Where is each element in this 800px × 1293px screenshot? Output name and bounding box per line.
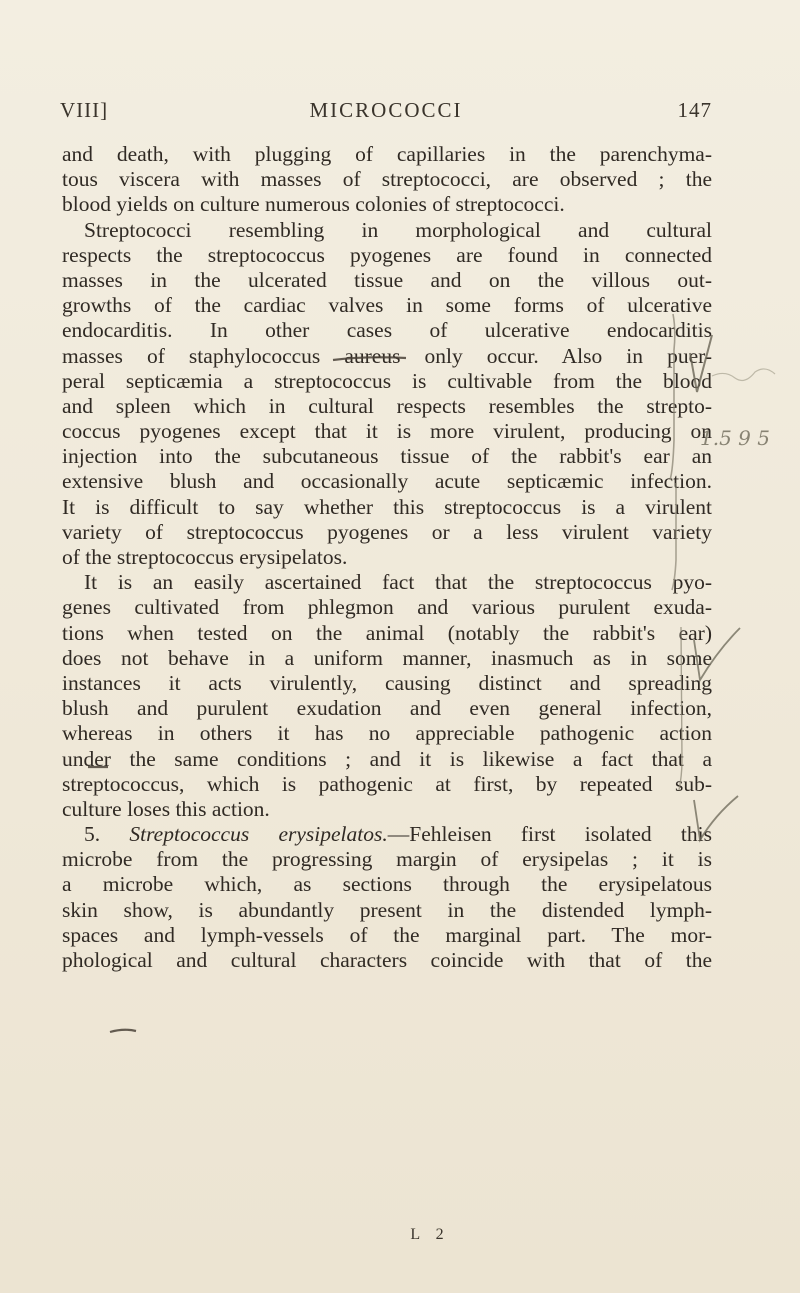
section-number: 5. — [84, 822, 101, 847]
text-line: a microbe which, as sections through the erysipelatous — [62, 872, 712, 897]
text-line: It is difficult to say whether this streptococcus is a virulent — [62, 494, 712, 519]
text-line: masses in the ulcerated tissue and on the villous out- — [62, 267, 712, 292]
text-line: injection into the subcutaneous tissue of the rabbit's ear an — [62, 444, 712, 469]
paragraph-2 — [62, 218, 712, 571]
text-line: microbe from the progressing margin of erysipelas ; it is — [62, 847, 712, 872]
text-line: skin show, is abundantly present in the distended lymph- — [62, 897, 712, 922]
text-line: blush and purulent exudation and even general infection, — [62, 696, 712, 721]
text-line: Streptococci resembling in morphological and cultural — [84, 217, 712, 242]
paragraph-1 — [62, 142, 712, 218]
signature-mark: L 2 — [410, 1226, 450, 1243]
text-line: and spleen which in cultural respects resembles the strepto- — [62, 393, 712, 418]
paragraph-section-5 — [62, 822, 712, 973]
text-line: genes cultivated from phlegmon and various purulent exuda- — [62, 595, 712, 620]
text-line: endocarditis. In other cases of ulcerative endocarditis — [62, 318, 712, 343]
text-line: streptococcus, which is pathogenic at first, by repeated sub- — [62, 771, 712, 796]
text-line: does not behave in a uniform manner, inasmuch as in some — [62, 645, 712, 670]
text-line: under the same conditions ; and it is likewise a fact that a — [62, 746, 712, 771]
text-line: respects the streptococcus pyogenes are found in connected — [62, 242, 712, 267]
text-line: extensive blush and occasionally acute septicæmic infection. — [62, 469, 712, 494]
text-line: tions when tested on the animal (notably the rabbit's ear) — [62, 620, 712, 645]
chapter-title: MICROCOCCI — [309, 98, 463, 122]
text-line: masses of staphylococcus aureus only occur. Also in puer- — [62, 343, 712, 368]
text-line: blood yields on culture numerous colonies of streptococci. — [62, 192, 565, 217]
text-line: culture loses this action. — [62, 796, 270, 821]
body-text — [62, 142, 712, 973]
running-head — [60, 98, 712, 124]
text-line: It is an easily ascertained fact that the streptococcus pyo- — [84, 570, 712, 595]
page-number: 147 — [677, 98, 712, 122]
pencil-underline — [110, 1030, 136, 1032]
text-line: variety of streptococcus pyogenes or a less virulent variety — [62, 519, 712, 544]
paragraph-3 — [62, 570, 712, 822]
text-line: growths of the cardiac valves in some forms of ulcerative — [62, 293, 712, 318]
text-line: whereas in others it has no appreciable pathogenic action — [62, 721, 712, 746]
text-line: tous viscera with masses of streptococci, are observed ; the — [62, 167, 712, 192]
text-line: of the streptococcus erysipelatos. — [62, 545, 348, 569]
text-line: and death, with plugging of capillaries in the parenchyma- — [62, 142, 712, 166]
text-line: —Fehleisen first isolated this — [387, 822, 712, 847]
text-line: phological and cultural characters coincide with that of the — [62, 948, 712, 972]
text-line: instances it acts virulently, causing distinct and spreading — [62, 670, 712, 695]
text-line: spaces and lymph-vessels of the marginal part. The mor- — [62, 922, 712, 947]
text-line: coccus pyogenes except that it is more virulent, producing on — [62, 419, 712, 444]
text-line: peral septicæmia a streptococcus is cultivable from the blood — [62, 368, 712, 393]
pencil-scribble — [712, 369, 775, 381]
section-heading: Streptococcus erysipelatos. — [129, 822, 388, 847]
margin-pencil-note: 1.5 9 5 — [700, 426, 770, 450]
chapter-number: VIII] — [60, 98, 109, 122]
section-heading-line — [62, 822, 712, 847]
